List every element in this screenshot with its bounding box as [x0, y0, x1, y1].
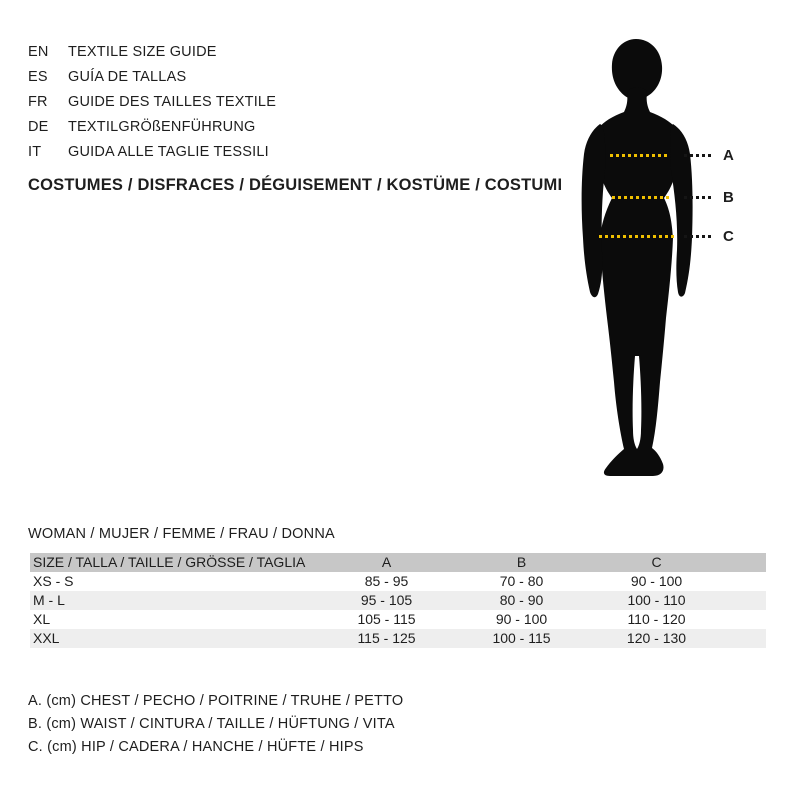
table-row-xxl — [30, 629, 766, 648]
waist-line-yellow — [612, 196, 670, 199]
marker-label-c: C — [723, 228, 734, 245]
category-title: COSTUMES / DISFRACES / DÉGUISEMENT / KOSTÜME / COSTUMI — [28, 176, 563, 194]
cell-size: XS - S — [33, 573, 74, 589]
lang-label: TEXTILGRÖßENFÜHRUNG — [68, 119, 256, 135]
lang-code: EN — [28, 44, 49, 60]
header-cell-a: A — [381, 554, 392, 570]
cell-c: 110 - 120 — [627, 611, 686, 627]
cell-a: 95 - 105 — [360, 592, 413, 608]
cell-c: 100 - 110 — [627, 592, 686, 608]
measurement-legend — [28, 690, 403, 759]
legend-hip: C. (cm) HIP / CADERA / HANCHE / HÜFTE / HIPS — [28, 739, 364, 755]
chest-line-black — [684, 154, 714, 157]
header-cell-c: C — [651, 554, 662, 570]
section-title-woman: WOMAN / MUJER / FEMME / FRAU / DONNA — [28, 526, 335, 542]
lang-label: GUÍA DE TALLAS — [68, 69, 187, 85]
cell-b: 80 - 90 — [499, 592, 544, 608]
legend-waist: B. (cm) WAIST / CINTURA / TAILLE / HÜFTUNG / VITA — [28, 716, 395, 732]
lang-code: ES — [28, 69, 48, 85]
hip-line-black — [684, 235, 714, 238]
legend-chest: A. (cm) CHEST / PECHO / POITRINE / TRUHE / PETTO — [28, 693, 404, 709]
cell-b: 100 - 115 — [492, 630, 551, 646]
table-row-m-l — [30, 591, 766, 610]
lang-code: IT — [28, 144, 42, 160]
cell-c: 120 - 130 — [626, 630, 687, 646]
lang-label: GUIDA ALLE TAGLIE TESSILI — [68, 144, 269, 160]
cell-b: 90 - 100 — [495, 611, 548, 627]
size-table — [30, 553, 766, 648]
cell-a: 105 - 115 — [357, 611, 416, 627]
cell-a: 115 - 125 — [357, 630, 416, 646]
header-cell-size: SIZE / TALLA / TAILLE / GRÖSSE / TAGLIA — [33, 554, 306, 570]
table-header-row — [30, 553, 766, 572]
chest-line-yellow — [610, 154, 668, 157]
cell-b: 70 - 80 — [499, 573, 544, 589]
cell-a: 85 - 95 — [364, 573, 409, 589]
lang-code: FR — [28, 94, 48, 110]
lang-label: TEXTILE SIZE GUIDE — [68, 44, 217, 60]
marker-label-b: B — [723, 189, 734, 206]
waist-line-black — [684, 196, 714, 199]
hip-line-yellow — [599, 235, 676, 238]
table-row-xs-s — [30, 572, 766, 591]
table-row-xl — [30, 610, 766, 629]
cell-c: 90 - 100 — [630, 573, 683, 589]
marker-label-a: A — [723, 147, 734, 164]
lang-label: GUIDE DES TAILLES TEXTILE — [68, 94, 277, 110]
cell-size: XXL — [33, 630, 60, 646]
silhouette-right-arm — [670, 124, 692, 297]
lang-code: DE — [28, 119, 49, 135]
silhouette-left-arm — [582, 124, 606, 297]
cell-size: M - L — [33, 592, 65, 608]
cell-size: XL — [33, 611, 51, 627]
header-cell-b: B — [516, 554, 527, 570]
